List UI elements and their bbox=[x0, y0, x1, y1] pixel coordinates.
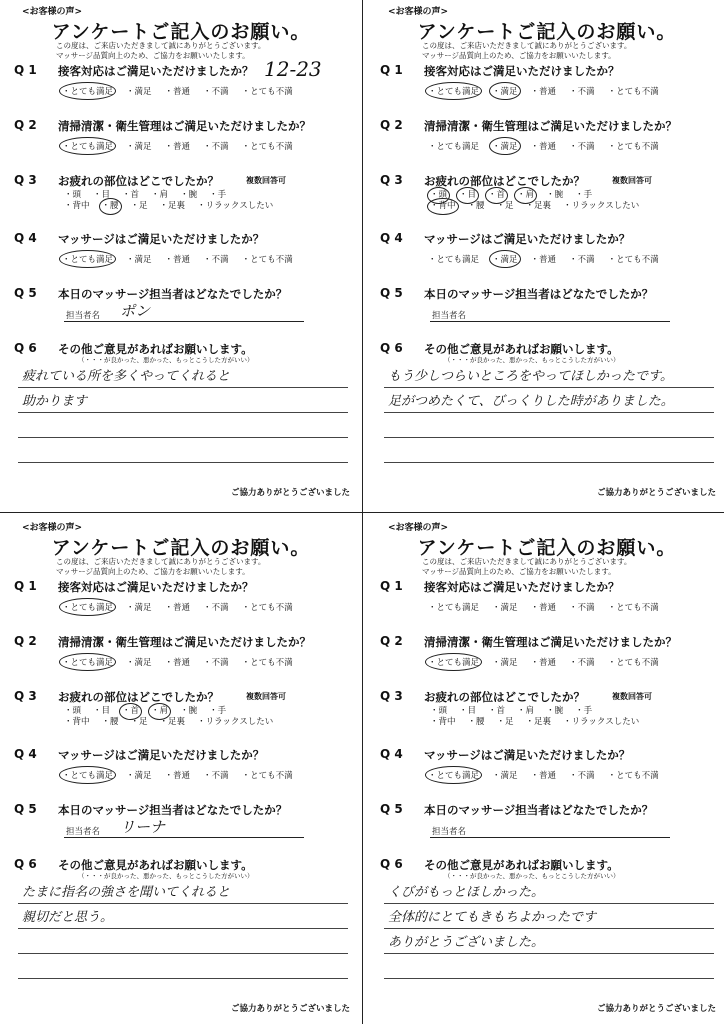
question-q3 bbox=[8, 173, 354, 231]
answer-option[interactable]: ・普通 bbox=[164, 658, 191, 668]
question-number: Q 3 bbox=[380, 173, 403, 187]
body-part-option[interactable]: ・目 bbox=[459, 190, 477, 200]
body-part-option[interactable]: ・足 bbox=[130, 201, 148, 211]
answer-option[interactable]: ・とても不満 bbox=[607, 771, 659, 781]
body-part-option[interactable]: ・腰 bbox=[467, 201, 485, 211]
comment-lines bbox=[384, 363, 714, 463]
answer-option[interactable]: ・とても満足 bbox=[62, 142, 114, 152]
question-number: Q 1 bbox=[380, 63, 403, 77]
intro-line: この度は、ご来店いただきまして誠にありがとうございます。 bbox=[422, 41, 632, 50]
body-parts-row bbox=[64, 706, 273, 717]
answer-option[interactable]: ・とても不満 bbox=[241, 87, 293, 97]
body-part-option[interactable]: ・手 bbox=[209, 190, 227, 200]
customer-voice-header: <お客様の声> bbox=[388, 523, 449, 533]
body-part-option[interactable]: ・手 bbox=[575, 190, 593, 200]
answer-options bbox=[62, 140, 293, 152]
thanks-footer: ご協力ありがとうございました bbox=[230, 1004, 350, 1014]
question-number: Q 1 bbox=[14, 63, 37, 77]
comment-line[interactable] bbox=[18, 929, 348, 954]
question-q2 bbox=[374, 634, 720, 689]
answer-option[interactable]: ・とても不満 bbox=[241, 255, 293, 265]
answer-option[interactable]: ・不満 bbox=[203, 87, 229, 97]
staff-name-label: 担当者名 bbox=[432, 827, 467, 837]
body-part-option[interactable]: ・腕 bbox=[546, 190, 564, 200]
answer-option[interactable]: ・満足 bbox=[126, 603, 152, 613]
body-parts-row bbox=[64, 201, 273, 212]
answer-option[interactable]: ・満足 bbox=[492, 658, 518, 668]
answer-option[interactable]: ・普通 bbox=[530, 658, 557, 668]
question-text: 清掃清潔・衛生管理はご満足いただけましたか？ bbox=[424, 119, 677, 133]
survey-sheet-1 bbox=[8, 4, 354, 504]
comment-line[interactable] bbox=[384, 438, 714, 463]
question-q2 bbox=[8, 118, 354, 173]
question-text: 本日のマッサージ担当者はどなたでしたか？ bbox=[424, 803, 654, 817]
answer-option[interactable]: ・満足 bbox=[126, 87, 152, 97]
question-text: マッサージはご満足いただけましたか？ bbox=[58, 748, 265, 762]
question-q2 bbox=[374, 118, 720, 173]
question-text: マッサージはご満足いただけましたか？ bbox=[424, 232, 631, 246]
survey-title: アンケートご記入のお願い。 bbox=[51, 537, 311, 559]
body-part-option[interactable]: ・足 bbox=[496, 201, 514, 211]
multiple-answer-note: 複数回答可 bbox=[246, 692, 286, 701]
answer-options bbox=[428, 769, 659, 781]
intro-line: この度は、ご来店いただきまして誠にありがとうございます。 bbox=[56, 557, 266, 566]
body-part-option[interactable]: ・リラックスしたい bbox=[197, 201, 274, 211]
comment-line[interactable] bbox=[18, 388, 348, 413]
answer-option[interactable]: ・とても満足 bbox=[428, 603, 480, 613]
question-text: その他ご意見があればお願いします。 bbox=[58, 858, 253, 872]
question-q5 bbox=[374, 802, 720, 857]
answer-option[interactable]: ・とても不満 bbox=[241, 771, 293, 781]
answer-option[interactable]: ・不満 bbox=[203, 255, 229, 265]
body-part-option[interactable]: ・背中 bbox=[64, 717, 90, 727]
answer-option[interactable]: ・とても不満 bbox=[607, 658, 659, 668]
question-number: Q 4 bbox=[14, 747, 37, 761]
body-part-option[interactable]: ・腰 bbox=[101, 717, 119, 727]
multiple-answer-note: 複数回答可 bbox=[612, 692, 652, 701]
comment-line[interactable] bbox=[384, 954, 714, 979]
survey-sheet-4 bbox=[374, 520, 720, 1020]
question-q1 bbox=[8, 57, 354, 118]
body-part-option[interactable]: ・リラックスしたい bbox=[563, 201, 640, 211]
answer-option[interactable]: ・普通 bbox=[164, 255, 191, 265]
multiple-answer-note: 複数回答可 bbox=[612, 176, 652, 185]
question-number: Q 3 bbox=[380, 689, 403, 703]
question-text: お疲れの部位はどこでしたか？ bbox=[58, 690, 219, 704]
comment-text: 全体的にとてもきもちよかったです bbox=[388, 910, 597, 925]
question-text: 清掃清潔・衛生管理はご満足いただけましたか？ bbox=[424, 635, 677, 649]
body-part-option[interactable]: ・腕 bbox=[546, 706, 564, 716]
question-q1 bbox=[8, 579, 354, 634]
comment-hint: （・・・が良かった、悪かった、もっとこうした方がいい） bbox=[444, 356, 620, 364]
comment-line[interactable] bbox=[384, 363, 714, 388]
question-q5 bbox=[8, 286, 354, 341]
body-part-option[interactable]: ・足 bbox=[130, 717, 148, 727]
question-q3 bbox=[374, 173, 720, 231]
question-q1 bbox=[374, 579, 720, 634]
answer-option[interactable]: ・普通 bbox=[530, 603, 557, 613]
question-q5 bbox=[374, 286, 720, 341]
staff-name-line bbox=[430, 321, 670, 322]
comment-text: 親切だと思う。 bbox=[22, 910, 114, 925]
comment-line[interactable] bbox=[18, 413, 348, 438]
answer-option[interactable]: ・満足 bbox=[126, 142, 152, 152]
staff-name-label: 担当者名 bbox=[432, 311, 467, 321]
answer-option[interactable]: ・とても満足 bbox=[62, 603, 114, 613]
comment-text: くびがもっとほしかった。 bbox=[388, 885, 545, 900]
body-part-option[interactable]: ・目 bbox=[93, 706, 111, 716]
body-parts bbox=[430, 190, 639, 212]
question-text: 接客対応はご満足いただけましたか？ bbox=[424, 64, 620, 78]
question-q6 bbox=[8, 341, 354, 471]
staff-name-label: 担当者名 bbox=[66, 311, 101, 321]
question-q4 bbox=[374, 747, 720, 802]
comment-hint: （・・・が良かった、悪かった、もっとこうした方がいい） bbox=[78, 356, 254, 364]
answer-options bbox=[62, 253, 293, 265]
survey-title: アンケートご記入のお願い。 bbox=[51, 21, 311, 43]
question-text: 清掃清潔・衛生管理はご満足いただけましたか？ bbox=[58, 635, 311, 649]
staff-name-handwritten[interactable]: ポン bbox=[120, 302, 151, 320]
answer-options bbox=[428, 140, 659, 152]
answer-option[interactable]: ・満足 bbox=[492, 255, 518, 265]
body-part-option[interactable]: ・頭 bbox=[430, 706, 448, 716]
body-part-option[interactable]: ・足裏 bbox=[525, 201, 552, 211]
staff-name-line bbox=[430, 837, 670, 838]
question-text: 本日のマッサージ担当者はどなたでしたか？ bbox=[424, 287, 654, 301]
body-part-option[interactable]: ・足 bbox=[496, 717, 514, 727]
answer-option[interactable]: ・普通 bbox=[530, 771, 557, 781]
question-number: Q 2 bbox=[14, 634, 37, 648]
body-part-option[interactable]: ・首 bbox=[122, 706, 140, 716]
staff-name-line bbox=[64, 321, 304, 322]
multiple-answer-note: 複数回答可 bbox=[246, 176, 286, 185]
answer-option[interactable]: ・普通 bbox=[164, 142, 191, 152]
intro-text bbox=[422, 557, 720, 579]
body-part-option[interactable]: ・腕 bbox=[180, 190, 198, 200]
body-part-option[interactable]: ・首 bbox=[122, 190, 140, 200]
body-part-option[interactable]: ・首 bbox=[488, 706, 506, 716]
answer-option[interactable]: ・普通 bbox=[164, 87, 191, 97]
body-part-option[interactable]: ・首 bbox=[488, 190, 506, 200]
comment-text: たまに指名の強さを聞いてくれると bbox=[22, 885, 231, 900]
question-number: Q 6 bbox=[380, 341, 403, 355]
body-part-option[interactable]: ・背中 bbox=[64, 201, 90, 211]
answer-option[interactable]: ・不満 bbox=[203, 771, 229, 781]
answer-option[interactable]: ・とても満足 bbox=[428, 142, 480, 152]
intro-line: マッサージ品質向上のため、ご協力をお願いいたします。 bbox=[422, 51, 616, 60]
question-number: Q 2 bbox=[380, 634, 403, 648]
question-number: Q 2 bbox=[14, 118, 37, 132]
body-part-option[interactable]: ・目 bbox=[459, 706, 477, 716]
answer-options bbox=[62, 601, 293, 613]
answer-option[interactable]: ・不満 bbox=[569, 142, 595, 152]
answer-option[interactable]: ・とても満足 bbox=[428, 255, 480, 265]
question-q4 bbox=[8, 747, 354, 802]
body-parts-row bbox=[430, 190, 639, 201]
staff-name-line bbox=[64, 837, 304, 838]
comment-text: 疲れている所を多くやってくれると bbox=[22, 369, 231, 384]
question-text: 接客対応はご満足いただけましたか？ bbox=[58, 580, 254, 594]
body-part-option[interactable]: ・リラックスしたい bbox=[563, 717, 640, 727]
question-number: Q 3 bbox=[14, 689, 37, 703]
answer-options bbox=[428, 85, 659, 97]
body-parts bbox=[430, 706, 639, 728]
question-text: マッサージはご満足いただけましたか？ bbox=[424, 748, 631, 762]
answer-option[interactable]: ・とても不満 bbox=[607, 255, 659, 265]
body-parts-row bbox=[64, 190, 273, 201]
answer-option[interactable]: ・満足 bbox=[492, 142, 518, 152]
answer-option[interactable]: ・普通 bbox=[164, 603, 191, 613]
intro-line: マッサージ品質向上のため、ご協力をお願いいたします。 bbox=[56, 51, 250, 60]
survey-title: アンケートご記入のお願い。 bbox=[417, 537, 677, 559]
question-q2 bbox=[8, 634, 354, 689]
survey-sheet-2 bbox=[374, 4, 720, 504]
answer-option[interactable]: ・不満 bbox=[569, 603, 595, 613]
answer-options bbox=[428, 601, 659, 613]
question-number: Q 5 bbox=[380, 802, 403, 816]
horizontal-divider bbox=[0, 512, 724, 513]
question-text: お疲れの部位はどこでしたか？ bbox=[424, 690, 585, 704]
body-part-option[interactable]: ・手 bbox=[209, 706, 227, 716]
comment-hint: （・・・が良かった、悪かった、もっとこうした方がいい） bbox=[444, 872, 620, 880]
body-part-option[interactable]: ・肩 bbox=[517, 190, 535, 200]
answer-option[interactable]: ・とても満足 bbox=[62, 771, 114, 781]
body-parts-row bbox=[430, 717, 639, 728]
question-number: Q 1 bbox=[380, 579, 403, 593]
question-text: 接客対応はご満足いただけましたか？ bbox=[58, 64, 254, 78]
question-number: Q 2 bbox=[380, 118, 403, 132]
thanks-footer: ご協力ありがとうございました bbox=[230, 488, 350, 498]
intro-line: この度は、ご来店いただきまして誠にありがとうございます。 bbox=[422, 557, 632, 566]
answer-option[interactable]: ・普通 bbox=[164, 771, 191, 781]
answer-option[interactable]: ・満足 bbox=[492, 771, 518, 781]
question-text: 接客対応はご満足いただけましたか？ bbox=[424, 580, 620, 594]
question-q4 bbox=[8, 231, 354, 286]
question-text: その他ご意見があればお願いします。 bbox=[424, 342, 619, 356]
answer-option[interactable]: ・とても不満 bbox=[607, 87, 659, 97]
handwritten-date-note: 12-23 bbox=[264, 57, 322, 81]
question-q6 bbox=[374, 857, 720, 987]
question-text: 清掃清潔・衛生管理はご満足いただけましたか？ bbox=[58, 119, 311, 133]
body-part-option[interactable]: ・肩 bbox=[151, 706, 169, 716]
comment-text: 助かります bbox=[22, 394, 88, 409]
question-number: Q 5 bbox=[14, 286, 37, 300]
body-part-option[interactable]: ・頭 bbox=[430, 190, 448, 200]
comment-line[interactable] bbox=[384, 879, 714, 904]
answer-option[interactable]: ・とても不満 bbox=[607, 142, 659, 152]
customer-voice-header: <お客様の声> bbox=[22, 7, 83, 17]
question-number: Q 6 bbox=[14, 857, 37, 871]
answer-option[interactable]: ・不満 bbox=[569, 87, 595, 97]
answer-option[interactable]: ・満足 bbox=[126, 658, 152, 668]
comment-line[interactable] bbox=[18, 363, 348, 388]
intro-text bbox=[56, 557, 354, 579]
answer-options bbox=[62, 769, 293, 781]
answer-option[interactable]: ・とても満足 bbox=[62, 255, 114, 265]
question-text: 本日のマッサージ担当者はどなたでしたか？ bbox=[58, 287, 288, 301]
body-parts bbox=[64, 706, 273, 728]
answer-option[interactable]: ・とても不満 bbox=[241, 142, 293, 152]
comment-text: ありがとうございました。 bbox=[388, 935, 545, 950]
comment-line[interactable] bbox=[18, 904, 348, 929]
answer-option[interactable]: ・不満 bbox=[203, 603, 229, 613]
body-part-option[interactable]: ・足裏 bbox=[525, 717, 552, 727]
question-q5 bbox=[8, 802, 354, 857]
comment-text: もう少しつらいところをやってほしかったです。 bbox=[388, 369, 673, 384]
answer-option[interactable]: ・とても不満 bbox=[607, 603, 659, 613]
answer-options bbox=[62, 85, 293, 97]
body-part-option[interactable]: ・背中 bbox=[430, 201, 456, 211]
comment-line[interactable] bbox=[18, 954, 348, 979]
body-part-option[interactable]: ・肩 bbox=[517, 706, 535, 716]
question-number: Q 6 bbox=[14, 341, 37, 355]
body-parts-row bbox=[430, 706, 639, 717]
survey-title: アンケートご記入のお願い。 bbox=[417, 21, 677, 43]
question-number: Q 4 bbox=[14, 231, 37, 245]
question-text: その他ご意見があればお願いします。 bbox=[424, 858, 619, 872]
body-parts bbox=[64, 190, 273, 212]
answer-option[interactable]: ・満足 bbox=[492, 87, 518, 97]
body-parts-row bbox=[64, 717, 273, 728]
body-part-option[interactable]: ・頭 bbox=[64, 190, 82, 200]
body-part-option[interactable]: ・肩 bbox=[151, 190, 169, 200]
question-text: 本日のマッサージ担当者はどなたでしたか？ bbox=[58, 803, 288, 817]
body-part-option[interactable]: ・足裏 bbox=[159, 717, 186, 727]
comment-line[interactable] bbox=[18, 438, 348, 463]
body-part-option[interactable]: ・腰 bbox=[467, 717, 485, 727]
question-number: Q 4 bbox=[380, 231, 403, 245]
staff-name-handwritten[interactable]: リーナ bbox=[120, 818, 166, 836]
body-part-option[interactable]: ・足裏 bbox=[159, 201, 186, 211]
answer-option[interactable]: ・普通 bbox=[530, 87, 557, 97]
question-q3 bbox=[374, 689, 720, 747]
answer-option[interactable]: ・不満 bbox=[203, 142, 229, 152]
answer-option[interactable]: ・とても満足 bbox=[62, 87, 114, 97]
intro-line: マッサージ品質向上のため、ご協力をお願いいたします。 bbox=[422, 567, 616, 576]
answer-option[interactable]: ・とても満足 bbox=[428, 87, 480, 97]
question-q6 bbox=[8, 857, 354, 987]
question-text: お疲れの部位はどこでしたか？ bbox=[424, 174, 585, 188]
comment-text: 足がつめたくて、びっくりした時がありました。 bbox=[388, 394, 674, 409]
answer-options bbox=[62, 656, 293, 668]
intro-line: この度は、ご来店いただきまして誠にありがとうございます。 bbox=[56, 41, 266, 50]
question-text: マッサージはご満足いただけましたか？ bbox=[58, 232, 265, 246]
question-number: Q 3 bbox=[14, 173, 37, 187]
customer-voice-header: <お客様の声> bbox=[388, 7, 449, 17]
question-q3 bbox=[8, 689, 354, 747]
question-number: Q 4 bbox=[380, 747, 403, 761]
comment-lines bbox=[18, 363, 348, 463]
comment-line[interactable] bbox=[384, 904, 714, 929]
body-part-option[interactable]: ・頭 bbox=[64, 706, 82, 716]
body-part-option[interactable]: ・背中 bbox=[430, 717, 456, 727]
staff-name-label: 担当者名 bbox=[66, 827, 101, 837]
answer-option[interactable]: ・不満 bbox=[569, 771, 595, 781]
answer-option[interactable]: ・不満 bbox=[203, 658, 229, 668]
question-number: Q 1 bbox=[14, 579, 37, 593]
answer-option[interactable]: ・とても満足 bbox=[428, 771, 480, 781]
body-part-option[interactable]: ・リラックスしたい bbox=[197, 717, 274, 727]
comment-hint: （・・・が良かった、悪かった、もっとこうした方がいい） bbox=[78, 872, 254, 880]
question-number: Q 5 bbox=[14, 802, 37, 816]
answer-option[interactable]: ・不満 bbox=[569, 658, 595, 668]
intro-text bbox=[422, 41, 720, 63]
question-q6 bbox=[374, 341, 720, 471]
comment-lines bbox=[18, 879, 348, 979]
answer-options bbox=[428, 656, 659, 668]
question-number: Q 6 bbox=[380, 857, 403, 871]
survey-sheet-3 bbox=[8, 520, 354, 1020]
comment-lines bbox=[384, 879, 714, 979]
intro-line: マッサージ品質向上のため、ご協力をお願いいたします。 bbox=[56, 567, 250, 576]
body-part-option[interactable]: ・目 bbox=[93, 190, 111, 200]
body-part-option[interactable]: ・手 bbox=[575, 706, 593, 716]
body-part-option[interactable]: ・腕 bbox=[180, 706, 198, 716]
thanks-footer: ご協力ありがとうございました bbox=[596, 1004, 716, 1014]
answer-option[interactable]: ・とても満足 bbox=[428, 658, 480, 668]
answer-option[interactable]: ・とても不満 bbox=[241, 658, 293, 668]
answer-option[interactable]: ・とても満足 bbox=[62, 658, 114, 668]
answer-option[interactable]: ・満足 bbox=[126, 771, 152, 781]
comment-line[interactable] bbox=[384, 413, 714, 438]
answer-option[interactable]: ・普通 bbox=[530, 142, 557, 152]
answer-option[interactable]: ・普通 bbox=[530, 255, 557, 265]
answer-options bbox=[428, 253, 659, 265]
question-q4 bbox=[374, 231, 720, 286]
question-text: お疲れの部位はどこでしたか？ bbox=[58, 174, 219, 188]
answer-option[interactable]: ・不満 bbox=[569, 255, 595, 265]
comment-line[interactable] bbox=[384, 929, 714, 954]
comment-line[interactable] bbox=[18, 879, 348, 904]
question-number: Q 5 bbox=[380, 286, 403, 300]
comment-line[interactable] bbox=[384, 388, 714, 413]
answer-option[interactable]: ・満足 bbox=[126, 255, 152, 265]
question-text: その他ご意見があればお願いします。 bbox=[58, 342, 253, 356]
customer-voice-header: <お客様の声> bbox=[22, 523, 83, 533]
answer-option[interactable]: ・とても不満 bbox=[241, 603, 293, 613]
answer-option[interactable]: ・満足 bbox=[492, 603, 518, 613]
question-q1 bbox=[374, 63, 720, 118]
body-part-option[interactable]: ・腰 bbox=[101, 201, 119, 211]
thanks-footer: ご協力ありがとうございました bbox=[596, 488, 716, 498]
